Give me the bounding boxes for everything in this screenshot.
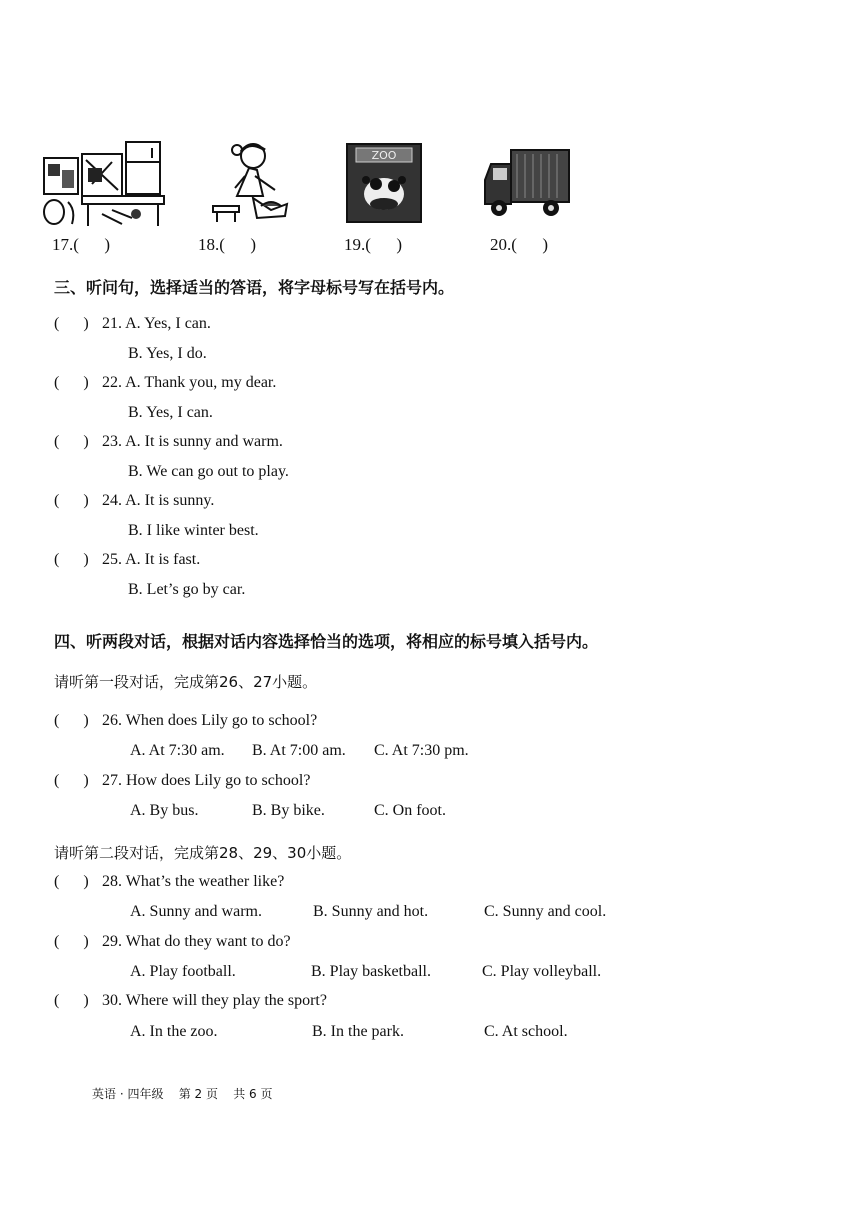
question-28: 28. What’s the weather like? bbox=[102, 873, 285, 890]
question-21: 21. A. Yes, I can. bbox=[102, 315, 211, 332]
answer-blank-26[interactable]: ( ) bbox=[54, 712, 89, 729]
question-27-option-c: C. On foot. bbox=[374, 802, 446, 819]
answer-blank-29[interactable]: ( ) bbox=[54, 933, 89, 950]
question-26-option-b: B. At 7:00 am. bbox=[252, 742, 346, 759]
truck-icon bbox=[481, 140, 573, 226]
question-23: 23. A. It is sunny and warm. bbox=[102, 433, 283, 450]
question-29-option-c: C. Play volleyball. bbox=[482, 963, 602, 980]
answer-blank-23[interactable]: ( ) bbox=[54, 433, 89, 450]
question-30-option-a: A. In the zoo. bbox=[130, 1023, 218, 1040]
question-23-option-b: B. We can go out to play. bbox=[128, 463, 289, 480]
answer-blank-30[interactable]: ( ) bbox=[54, 992, 89, 1009]
question-30: 30. Where will they play the sport? bbox=[102, 992, 327, 1009]
picture-18-label: 18.( ) bbox=[198, 235, 257, 254]
dialog-1-instruction: 请听第一段对话，完成第26、27小题。 bbox=[54, 673, 318, 691]
question-29: 29. What do they want to do? bbox=[102, 933, 291, 950]
dialog-2-instruction: 请听第二段对话，完成第28、29、30小题。 bbox=[54, 844, 352, 862]
question-22: 22. A. Thank you, my dear. bbox=[102, 374, 277, 391]
section-4-heading: 四、听两段对话，根据对话内容选择恰当的选项，将相应的标号填入括号内。 bbox=[54, 632, 599, 651]
section-3-heading: 三、听问句，选择适当的答语，将字母标号写在括号内。 bbox=[54, 278, 455, 297]
question-25: 25. A. It is fast. bbox=[102, 551, 201, 568]
answer-blank-28[interactable]: ( ) bbox=[54, 873, 89, 890]
question-24-option-b: B. I like winter best. bbox=[128, 522, 259, 539]
answer-blank-22[interactable]: ( ) bbox=[54, 374, 89, 391]
question-29-option-b: B. Play basketball. bbox=[311, 963, 431, 980]
answer-blank-24[interactable]: ( ) bbox=[54, 492, 89, 509]
question-30-option-b: B. In the park. bbox=[312, 1023, 404, 1040]
svg-text:ZOO: ZOO bbox=[371, 149, 397, 162]
picture-20-label: 20.( ) bbox=[490, 235, 549, 254]
question-28-option-c: C. Sunny and cool. bbox=[484, 903, 607, 920]
question-27: 27. How does Lily go to school? bbox=[102, 772, 311, 789]
question-21-option-b: B. Yes, I do. bbox=[128, 345, 207, 362]
answer-blank-25[interactable]: ( ) bbox=[54, 551, 89, 568]
question-27-option-b: B. By bike. bbox=[252, 802, 325, 819]
question-30-option-c: C. At school. bbox=[484, 1023, 568, 1040]
zoo-panda-icon bbox=[346, 140, 422, 226]
page-footer: 英语 · 四年级 第 2 页 共 6 页 bbox=[92, 1087, 273, 1101]
answer-blank-27[interactable]: ( ) bbox=[54, 772, 89, 789]
picture-19-label: 19.( ) bbox=[344, 235, 403, 254]
question-26: 26. When does Lily go to school? bbox=[102, 712, 318, 729]
question-22-option-b: B. Yes, I can. bbox=[128, 404, 213, 421]
picture-17-label: 17.( ) bbox=[52, 235, 111, 254]
messy-kitchen-icon bbox=[42, 140, 167, 226]
question-28-option-a: A. Sunny and warm. bbox=[130, 903, 262, 920]
question-24: 24. A. It is sunny. bbox=[102, 492, 215, 509]
question-26-option-a: A. At 7:30 am. bbox=[130, 742, 225, 759]
question-25-option-b: B. Let’s go by car. bbox=[128, 581, 246, 598]
question-29-option-a: A. Play football. bbox=[130, 963, 236, 980]
girl-washing-clothes-icon bbox=[205, 140, 295, 226]
question-26-option-c: C. At 7:30 pm. bbox=[374, 742, 469, 759]
question-27-option-a: A. By bus. bbox=[130, 802, 199, 819]
question-28-option-b: B. Sunny and hot. bbox=[313, 903, 429, 920]
answer-blank-21[interactable]: ( ) bbox=[54, 315, 89, 332]
